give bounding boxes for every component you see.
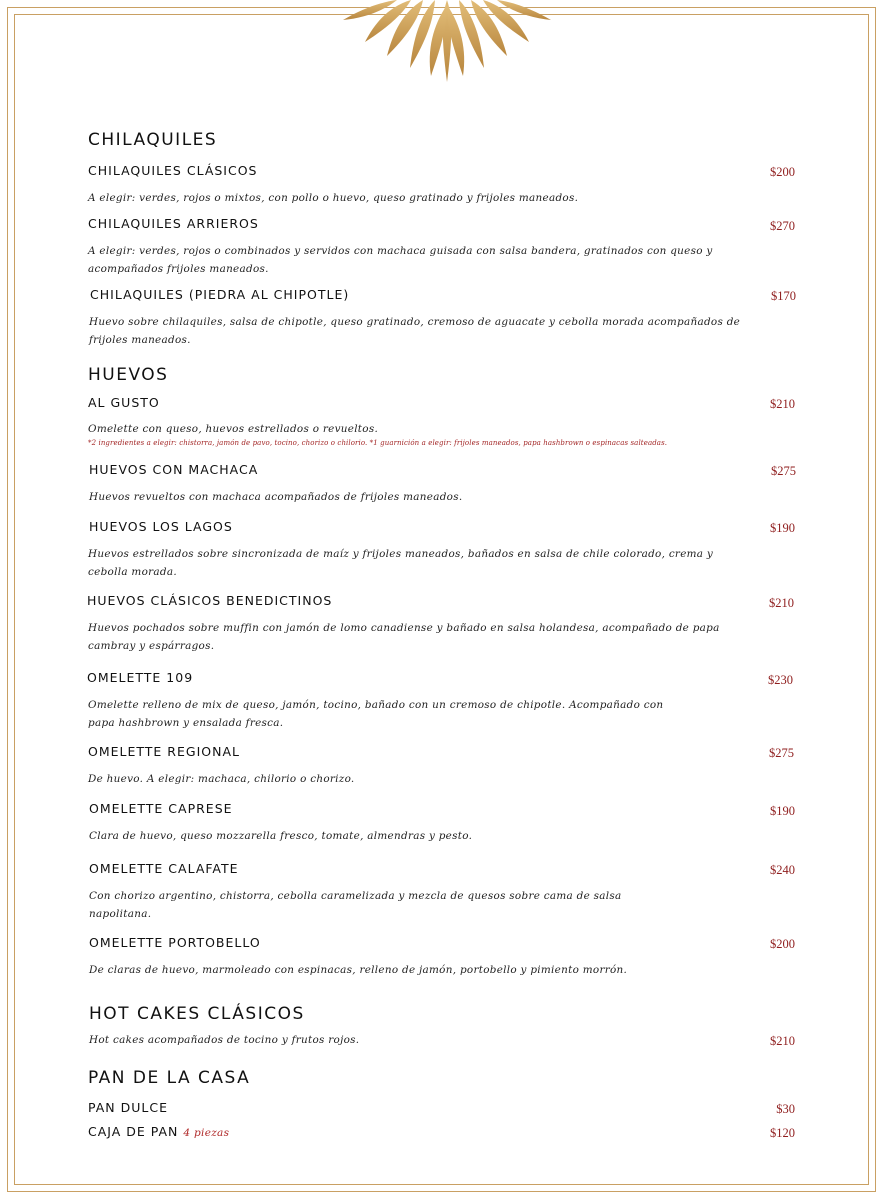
item-price: $200	[770, 165, 795, 179]
item-price: $270	[770, 219, 795, 233]
item-name: OMELETTE PORTOBELLO	[89, 935, 261, 950]
item-description: Huevo sobre chilaquiles, salsa de chipotle, queso gratinado, cremoso de aguacate y cebolla morada acompañados de frijoles maneados.	[89, 316, 741, 346]
section-title-huevos: HUEVOS	[88, 365, 169, 385]
item-price: $190	[770, 521, 795, 535]
item-name: HUEVOS CLÁSICOS BENEDICTINOS	[87, 593, 333, 608]
item-description: Huevos pochados sobre muffin con jamón de lomo canadiense y bañado en salsa holandesa, acompañado de papa cambray y espárragos.	[88, 622, 720, 652]
item-price: $210	[770, 397, 795, 411]
item-name: OMELETTE REGIONAL	[88, 744, 240, 759]
item-description: Omelette con queso, huevos estrellados o revueltos.	[88, 423, 379, 435]
section-title-hot-cakes: HOT CAKES CLÁSICOS	[89, 1004, 305, 1024]
item-name: CHILAQUILES CLÁSICOS	[88, 163, 258, 178]
item-description: A elegir: verdes, rojos o mixtos, con pollo o huevo, queso gratinado y frijoles maneados.	[88, 192, 579, 204]
item-name-text: CAJA DE PAN	[88, 1124, 179, 1139]
item-price: $200	[770, 937, 795, 951]
item-description: De huevo. A elegir: machaca, chilorio o chorizo.	[88, 773, 355, 785]
item-quantity: 4 piezas	[183, 1127, 230, 1139]
item-price: $170	[771, 289, 796, 303]
item-description: A elegir: verdes, rojos o combinados y servidos con machaca guisada con salsa bandera, gratinados con queso y acompañados frijoles maneados.	[88, 245, 713, 275]
item-price: $30	[776, 1102, 795, 1116]
item-description: Con chorizo argentino, chistorra, cebolla caramelizada y mezcla de quesos sobre cama de salsa napolitana.	[89, 890, 622, 920]
item-name: OMELETTE CALAFATE	[89, 861, 239, 876]
item-description: Hot cakes acompañados de tocino y frutos rojos.	[89, 1034, 360, 1046]
item-price: $210	[770, 1034, 795, 1048]
item-name: CHILAQUILES ARRIEROS	[88, 216, 259, 231]
item-price: $210	[769, 596, 794, 610]
item-price: $230	[768, 673, 793, 687]
item-name: HUEVOS LOS LAGOS	[89, 519, 233, 534]
item-name	[88, 1124, 229, 1139]
section-title-pan-de-la-casa: PAN DE LA CASA	[88, 1068, 251, 1088]
item-note: *2 ingredientes a elegir: chistorra, jamón de pavo, tocino, chorizo o chilorio. *1 guarnición a elegir: frijoles maneados, papa hashbrown o espinacas salteadas.	[88, 439, 668, 447]
item-name: OMELETTE 109	[87, 670, 194, 685]
item-name: CHILAQUILES (PIEDRA AL CHIPOTLE)	[90, 287, 350, 302]
item-description: Clara de huevo, queso mozzarella fresco, tomate, almendras y pesto.	[89, 830, 473, 842]
item-name: OMELETTE CAPRESE	[89, 801, 233, 816]
item-price: $240	[770, 863, 795, 877]
item-price: $120	[770, 1126, 795, 1140]
item-description: Omelette relleno de mix de queso, jamón, tocino, bañado con un cremoso de chipotle. Acompañado con papa hashbrown y ensalada fresca.	[88, 699, 664, 729]
item-price: $275	[769, 746, 794, 760]
item-description: Huevos revueltos con machaca acompañados de frijoles maneados.	[89, 491, 463, 503]
item-description: De claras de huevo, marmoleado con espinacas, relleno de jamón, portobello y pimiento morrón.	[89, 964, 628, 976]
sun-ornament-icon	[335, 0, 560, 85]
item-price: $275	[771, 464, 796, 478]
section-title-chilaquiles: CHILAQUILES	[88, 130, 218, 150]
item-name: AL GUSTO	[88, 395, 160, 410]
item-price: $190	[770, 804, 795, 818]
item-name: HUEVOS CON MACHACA	[89, 462, 259, 477]
item-description: Huevos estrellados sobre sincronizada de maíz y frijoles maneados, bañados en salsa de chile colorado, crema y cebolla morada.	[88, 548, 714, 578]
item-name: PAN DULCE	[88, 1100, 168, 1115]
